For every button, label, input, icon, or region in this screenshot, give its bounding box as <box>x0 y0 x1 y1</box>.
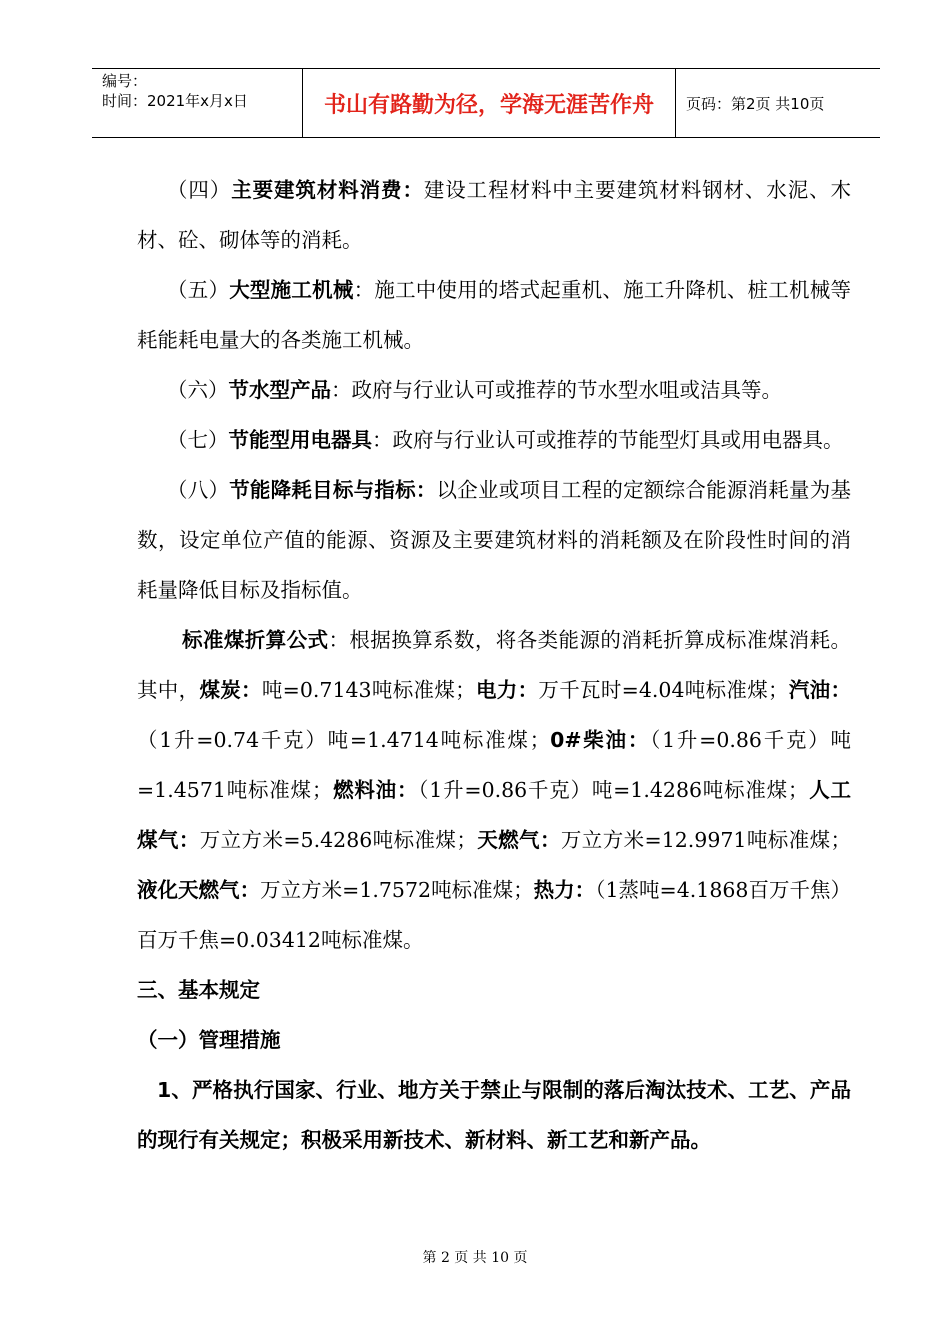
lng-value: 万立方米=1.7572吨标准煤； <box>260 878 534 902</box>
paragraph-6 <box>137 365 851 415</box>
paragraph-7-colon: ： <box>372 428 393 452</box>
paragraph-4-body: 建设工程材料中主要建筑材料钢材、水泥、木材、砼、砌体等的消耗。 <box>137 178 852 252</box>
document-body <box>137 165 851 1165</box>
paragraph-8-colon: ： <box>415 478 437 502</box>
paragraph-7-heading: 节能型用电器具 <box>228 428 372 452</box>
gasoline-label: 汽油： <box>788 678 851 702</box>
coal-label: 煤炭： <box>199 678 262 702</box>
header-page-label: 页码：第2页 共10页 <box>686 94 825 113</box>
natural-gas-value: 万立方米=12.9971吨标准煤； <box>560 828 852 852</box>
header-time-label: 时间：2021年x月x日 <box>102 92 248 110</box>
paragraph-5 <box>137 265 851 365</box>
coal-gas-label: 人工煤气： <box>137 778 852 852</box>
fuel-oil-value: （1升=0.86千克）吨=1.4286吨标准煤； <box>418 778 809 802</box>
diesel-label: 0#柴油： <box>550 728 651 752</box>
document-header <box>92 68 880 138</box>
paragraph-6-heading: 节水型产品 <box>228 378 331 402</box>
fuel-oil-label: 燃料油： <box>332 778 419 802</box>
paragraph-4-heading: 主要建筑材料消费 <box>231 178 403 202</box>
paragraph-8-heading: 节能降耗目标与指标 <box>229 478 416 502</box>
diesel-value: （1升=0.86千克）吨=1.4571吨标准煤； <box>137 728 851 802</box>
heat-label: 热力： <box>533 878 596 902</box>
paragraph-5-number: （五） <box>167 278 230 302</box>
paragraph-8-number: （八） <box>167 478 230 502</box>
formula-intro: ：根据换算系数，将各类能源的消耗折算成标准煤消耗。其中， <box>137 628 852 702</box>
paragraph-5-colon: ： <box>353 278 375 302</box>
formula-heading: 标准煤折算公式 <box>182 628 329 652</box>
paragraph-6-body: 政府与行业认可或推荐的节水型水咀或洁具等。 <box>351 378 782 402</box>
header-motto: 书山有路勤为径，学海无涯苦作舟 <box>302 69 676 137</box>
section-3-subtitle: （一）管理措施 <box>137 1028 281 1052</box>
coal-value: 吨=0.7143吨标准煤； <box>261 678 476 702</box>
page-footer: 第 2 页 共 10 页 <box>422 1250 528 1266</box>
coal-gas-value: 万立方米=5.4286吨标准煤； <box>199 828 477 852</box>
paragraph-6-number: （六） <box>167 378 229 402</box>
paragraph-4-colon: ： <box>402 178 424 202</box>
paragraph-4 <box>137 165 851 265</box>
paragraph-7 <box>137 415 851 465</box>
section-3-item-1: 1、严格执行国家、行业、地方关于禁止与限制的落后淘汰技术、工艺、产品的现行有关规定；积极采用新技术、新材料、新工艺和新产品。 <box>137 1078 851 1152</box>
lng-label: 液化天燃气： <box>137 878 261 902</box>
paragraph-5-heading: 大型施工机械 <box>229 278 354 302</box>
gasoline-value: （1升=0.74千克）吨=1.4714吨标准煤； <box>137 728 551 752</box>
electricity-label: 电力： <box>475 678 539 702</box>
header-meta <box>92 69 302 137</box>
paragraph-5-body: 施工中使用的塔式起重机、施工升降机、桩工机械等耗能耗电量大的各类施工机械。 <box>137 278 851 352</box>
paragraph-7-number: （七） <box>167 428 229 452</box>
paragraph-4-number: （四） <box>167 178 232 202</box>
heat-value: （1蒸吨=4.1868百万千焦）百万千焦=0.03412吨标准煤。 <box>137 878 852 952</box>
paragraph-8-body: 以企业或项目工程的定额综合能源消耗量为基数，设定单位产值的能源、资源及主要建筑材料的消耗额及在阶段性时间的消耗量降低目标及指标值。 <box>137 478 851 602</box>
section-3-title: 三、基本规定 <box>137 978 260 1002</box>
paragraph-8 <box>137 465 851 615</box>
paragraph-6-colon: ： <box>331 378 352 402</box>
electricity-value: 万千瓦时=4.04吨标准煤； <box>538 678 789 702</box>
header-number-label: 编号： <box>102 72 148 90</box>
natural-gas-label: 天燃气： <box>476 828 561 852</box>
formula-paragraph <box>137 615 851 965</box>
paragraph-7-body: 政府与行业认可或推荐的节能型灯具或用电器具。 <box>392 428 844 452</box>
